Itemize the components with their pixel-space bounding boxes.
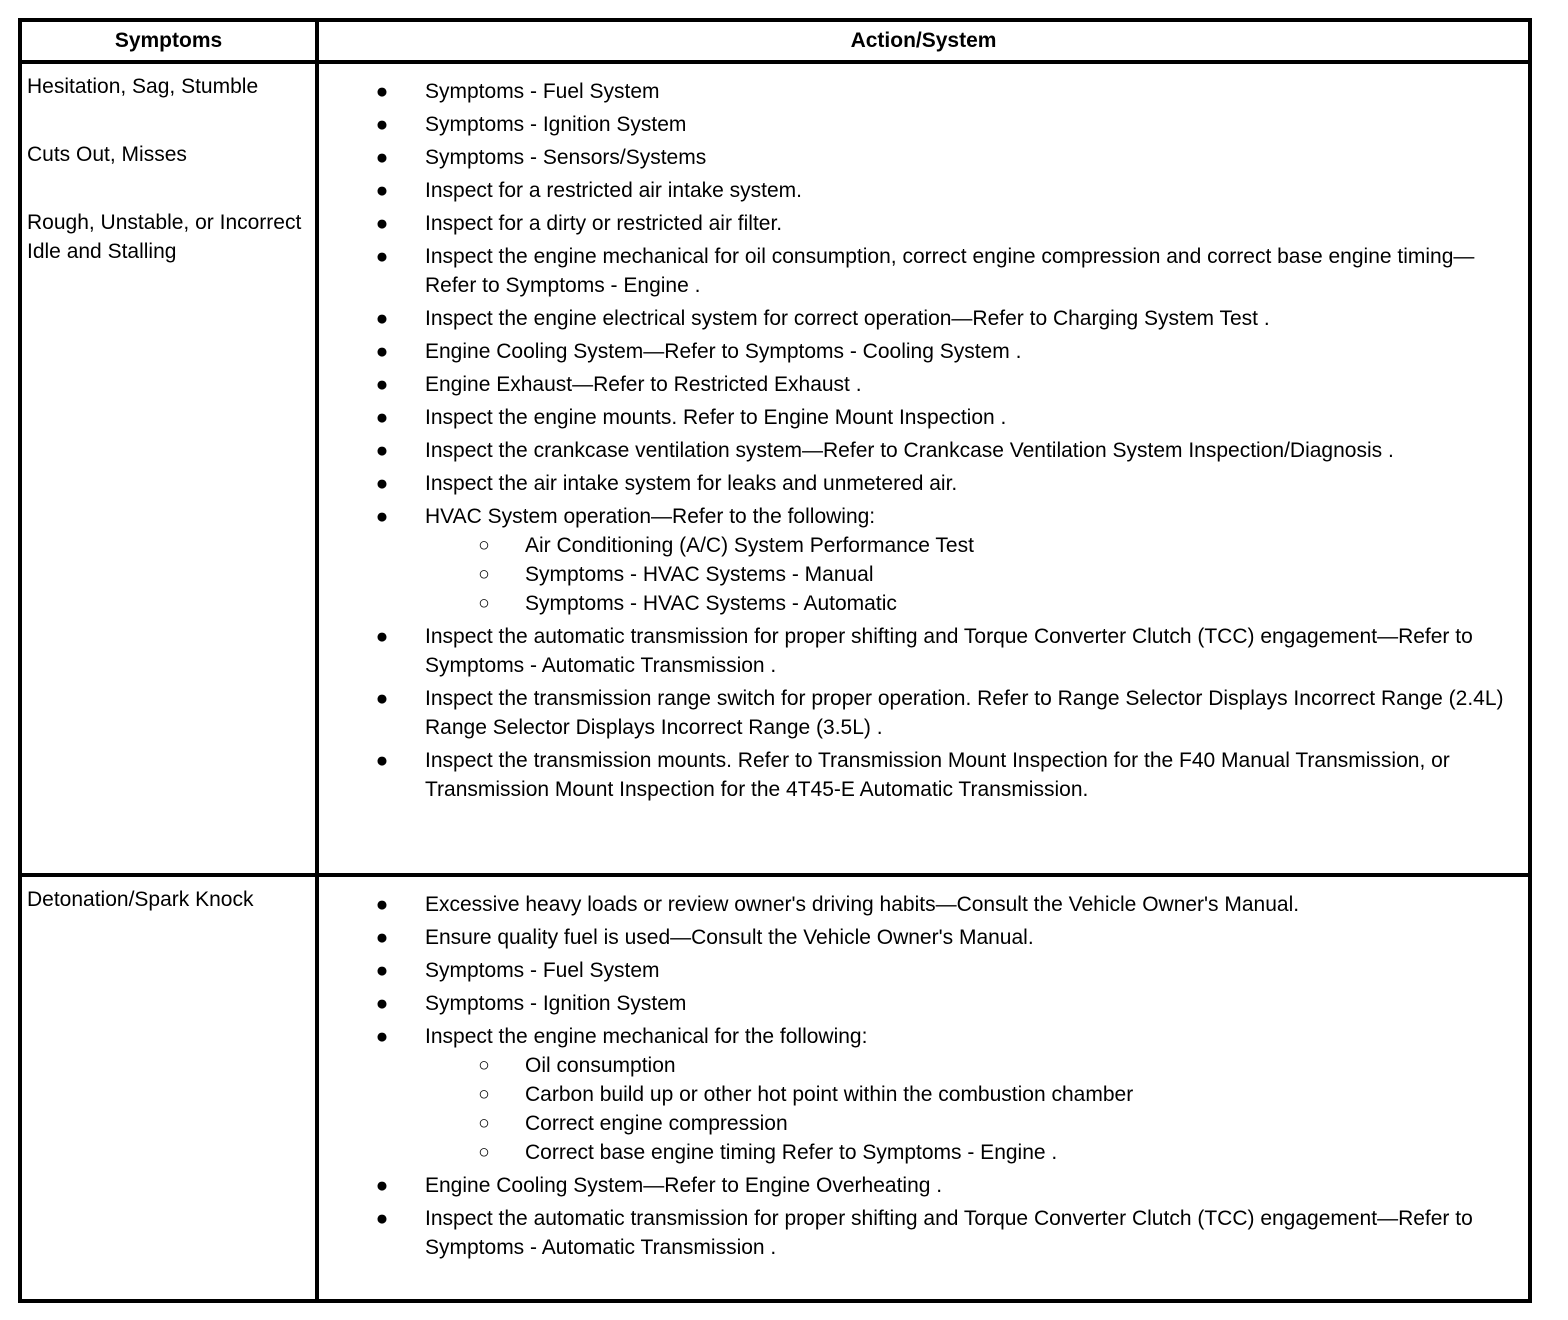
action-text: Ensure quality fuel is used—Consult the Vehicle Owner's Manual. — [425, 926, 1034, 949]
circle-bullet-icon: ○ — [478, 1084, 490, 1105]
action-item — [319, 1204, 1522, 1262]
action-text: Inspect the automatic transmission for proper shifting and Torque Converter Clutch (TCC) engagement—Refer to Symptoms - Automatic Transmission . — [425, 1207, 1473, 1259]
sub-action-text: Air Conditioning (A/C) System Performance Test — [525, 534, 974, 557]
action-text: Inspect the engine mechanical for oil consumption, correct engine compression and correct base engine timing—Refer to Symptoms - Engine . — [425, 245, 1475, 297]
action-text: Symptoms - Ignition System — [425, 113, 687, 136]
bullet-icon: ● — [375, 625, 389, 648]
action-item — [319, 436, 1522, 465]
action-text: Inspect the engine mounts. Refer to Engine Mount Inspection . — [425, 406, 1007, 429]
symptom-text: Detonation/Spark Knock — [27, 888, 254, 911]
symptom-text: Rough, Unstable, or Incorrect Idle and Stalling — [27, 211, 302, 263]
action-text: Symptoms - Ignition System — [425, 992, 687, 1015]
circle-bullet-icon: ○ — [478, 1113, 490, 1134]
sub-action-item — [425, 531, 1522, 560]
sub-action-item — [425, 560, 1522, 589]
action-item — [319, 176, 1522, 205]
action-item — [319, 110, 1522, 139]
action-item — [319, 890, 1522, 919]
action-text: Symptoms - Fuel System — [425, 80, 660, 103]
action-text: Inspect the automatic transmission for proper shifting and Torque Converter Clutch (TCC) engagement—Refer to Symptoms - Automatic Transmission . — [425, 625, 1473, 677]
bullet-icon: ● — [375, 1025, 389, 1048]
circle-bullet-icon: ○ — [478, 1055, 490, 1076]
bullet-icon: ● — [375, 113, 389, 136]
action-item — [319, 370, 1522, 399]
sub-action-list — [425, 1051, 1522, 1167]
bullet-icon: ● — [375, 472, 389, 495]
sub-action-item — [425, 1109, 1522, 1138]
action-item — [319, 622, 1522, 680]
bullet-icon: ● — [375, 406, 389, 429]
action-item — [319, 337, 1522, 366]
sub-action-item — [425, 589, 1522, 618]
action-item — [319, 684, 1522, 742]
circle-bullet-icon: ○ — [478, 593, 490, 614]
action-item — [319, 242, 1522, 300]
bullet-icon: ● — [375, 687, 389, 710]
bullet-icon: ● — [375, 245, 389, 268]
action-item — [319, 304, 1522, 333]
sub-action-text: Correct base engine timing Refer to Symptoms - Engine . — [525, 1141, 1058, 1164]
bullet-icon: ● — [375, 307, 389, 330]
header-divider — [22, 60, 1528, 64]
row-2-symptoms — [27, 885, 313, 914]
circle-bullet-icon: ○ — [478, 1142, 490, 1163]
action-text: Inspect the transmission range switch for proper operation. Refer to Range Selector Displays Incorrect Range (2.4L) Range Selector Displays Incorrect Range (3.5L) . — [425, 687, 1504, 739]
symptom-text: Hesitation, Sag, Stumble — [27, 75, 259, 98]
sub-action-text: Correct engine compression — [525, 1112, 788, 1135]
action-item — [319, 469, 1522, 498]
bullet-icon: ● — [375, 505, 389, 528]
action-text: Excessive heavy loads or review owner's driving habits—Consult the Vehicle Owner's Manual. — [425, 893, 1300, 916]
bullet-icon: ● — [375, 212, 389, 235]
action-list — [319, 890, 1522, 1262]
header-action-system: Action/System — [850, 29, 997, 52]
action-item — [319, 746, 1522, 804]
action-item — [319, 143, 1522, 172]
action-item — [319, 77, 1522, 106]
symptom-text: Cuts Out, Misses — [27, 143, 187, 166]
action-item — [319, 923, 1522, 952]
action-item — [319, 956, 1522, 985]
bullet-icon: ● — [375, 146, 389, 169]
sub-action-item — [425, 1051, 1522, 1080]
row-2-actions — [319, 890, 1522, 1266]
action-text: Engine Exhaust—Refer to Restricted Exhaust . — [425, 373, 862, 396]
row-1-actions — [319, 77, 1522, 808]
action-text: Inspect the engine electrical system for correct operation—Refer to Charging System Test . — [425, 307, 1270, 330]
bullet-icon: ● — [375, 179, 389, 202]
bullet-icon: ● — [375, 959, 389, 982]
action-item — [319, 403, 1522, 432]
sub-action-list — [425, 531, 1522, 618]
action-text: Inspect for a dirty or restricted air filter. — [425, 212, 783, 235]
action-item — [319, 1171, 1522, 1200]
action-item — [319, 1022, 1522, 1167]
bullet-icon: ● — [375, 80, 389, 103]
action-text: Inspect the crankcase ventilation system—Refer to Crankcase Ventilation System Inspection/Diagnosis . — [425, 439, 1394, 462]
action-text: Inspect the engine mechanical for the following: — [425, 1025, 868, 1048]
action-text: Symptoms - Sensors/Systems — [425, 146, 707, 169]
action-text: Inspect the transmission mounts. Refer to Transmission Mount Inspection for the F40 Manual Transmission, or Transmission Mount Inspection for the 4T45-E Automatic Transmission. — [425, 749, 1450, 801]
circle-bullet-icon: ○ — [478, 564, 490, 585]
bullet-icon: ● — [375, 1174, 389, 1197]
action-text: Engine Cooling System—Refer to Symptoms - Cooling System . — [425, 340, 1022, 363]
bullet-icon: ● — [375, 992, 389, 1015]
sub-action-item — [425, 1080, 1522, 1109]
action-list — [319, 77, 1522, 804]
bullet-icon: ● — [375, 893, 389, 916]
bullet-icon: ● — [375, 749, 389, 772]
header-symptoms: Symptoms — [114, 29, 223, 52]
bullet-icon: ● — [375, 926, 389, 949]
action-item — [319, 209, 1522, 238]
row-divider — [22, 873, 1528, 877]
action-text: Engine Cooling System—Refer to Engine Overheating . — [425, 1174, 943, 1197]
action-text: Inspect the air intake system for leaks and unmetered air. — [425, 472, 958, 495]
bullet-icon: ● — [375, 340, 389, 363]
diagnostic-table — [18, 18, 1532, 1303]
action-text: Inspect for a restricted air intake system. — [425, 179, 802, 202]
sub-action-item — [425, 1138, 1522, 1167]
bullet-icon: ● — [375, 439, 389, 462]
bullet-icon: ● — [375, 373, 389, 396]
action-item — [319, 502, 1522, 618]
circle-bullet-icon: ○ — [478, 535, 490, 556]
sub-action-text: Oil consumption — [525, 1054, 676, 1077]
sub-action-text: Symptoms - HVAC Systems - Automatic — [525, 592, 897, 615]
action-text: HVAC System operation—Refer to the following: — [425, 505, 876, 528]
action-text: Symptoms - Fuel System — [425, 959, 660, 982]
action-item — [319, 989, 1522, 1018]
sub-action-text: Carbon build up or other hot point within the combustion chamber — [525, 1083, 1134, 1106]
bullet-icon: ● — [375, 1207, 389, 1230]
row-1-symptoms — [27, 72, 313, 266]
sub-action-text: Symptoms - HVAC Systems - Manual — [525, 563, 874, 586]
